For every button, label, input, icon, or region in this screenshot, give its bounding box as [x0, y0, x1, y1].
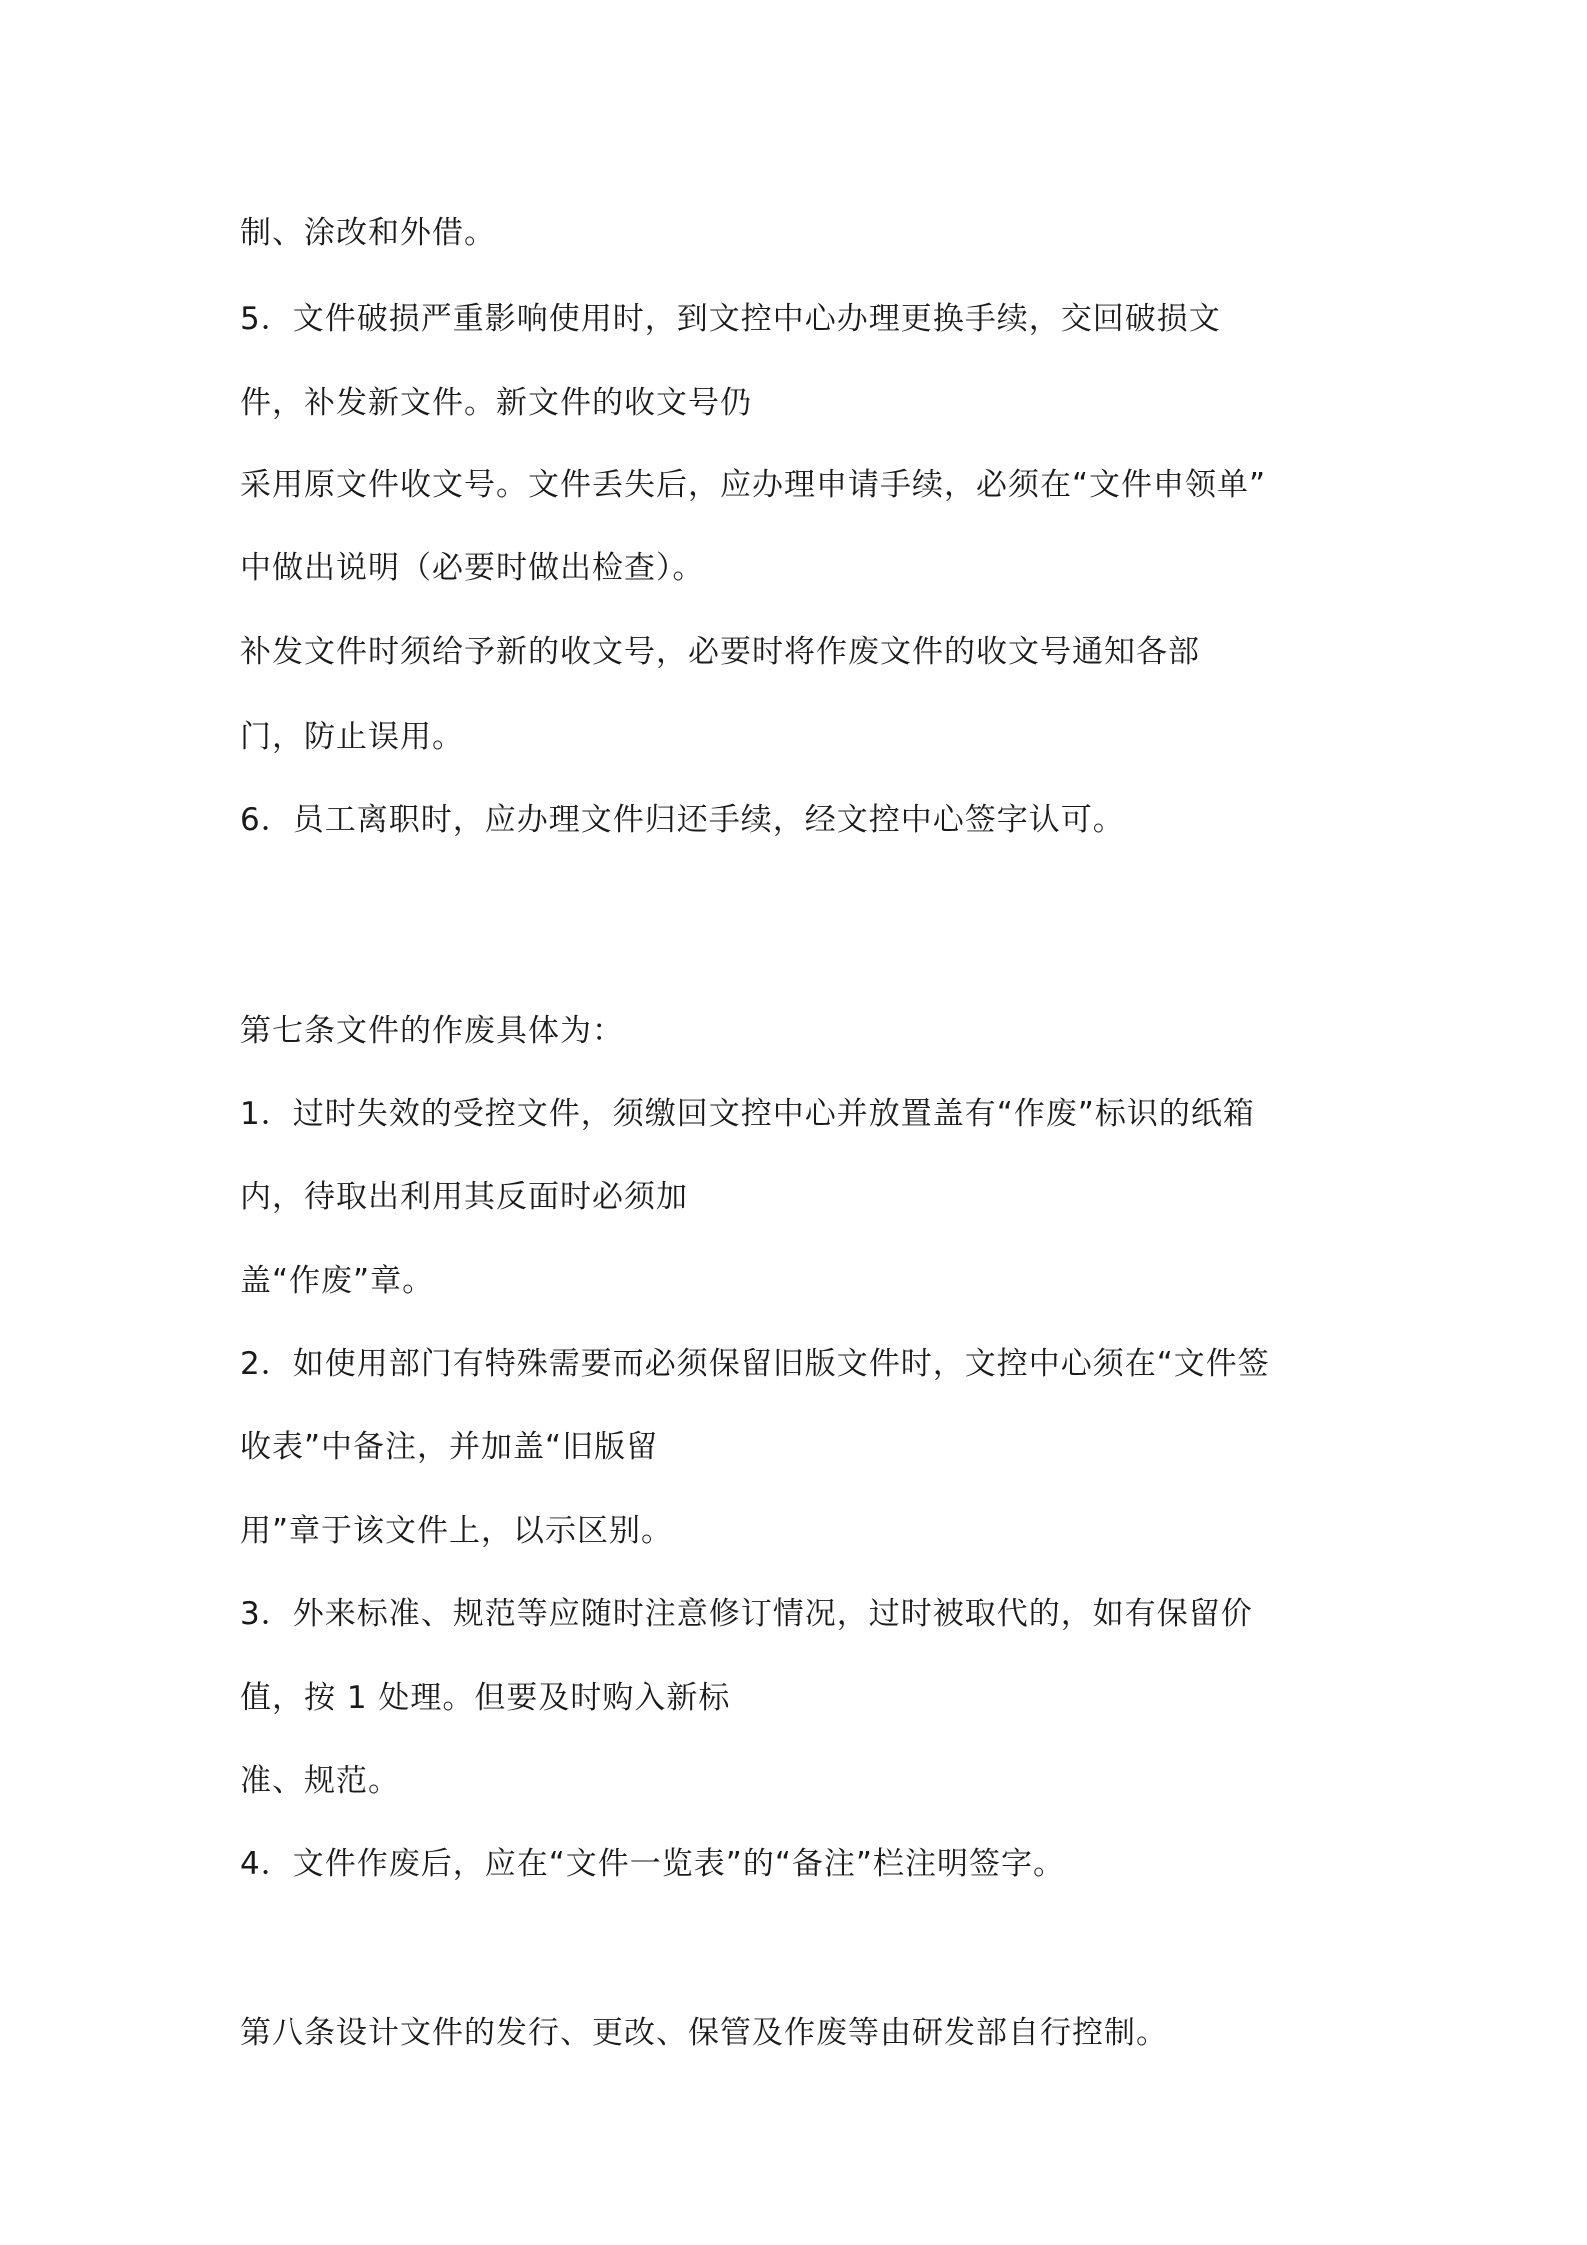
text-line: 门，防止误用。 — [240, 719, 464, 755]
text-line: 内，待取出利用其反面时必须加 — [240, 1179, 688, 1215]
text-line: 件，补发新文件。新文件的收文号仍 — [240, 385, 752, 421]
text-line: 4．文件作废后，应在“文件一览表”的“备注”栏注明签字。 — [240, 1846, 1065, 1882]
text-line: 采用原文件收文号。文件丢失后，应办理申请手续，必须在“文件申领单” — [240, 467, 1267, 503]
text-line: 6．员工离职时，应办理文件归还手续，经文控中心签字认可。 — [240, 802, 1125, 838]
text-line: 2．如使用部门有特殊需要而必须保留旧版文件时，文控中心须在“文件签 — [240, 1346, 1270, 1382]
text-line: 准、规范。 — [240, 1763, 400, 1799]
text-line: 3．外来标准、规范等应随时注意修订情况，过时被取代的，如有保留价 — [240, 1596, 1253, 1632]
section-heading: 第八条设计文件的发行、更改、保管及作废等由研发部自行控制。 — [240, 2015, 1168, 2051]
text-line: 盖“作废”章。 — [240, 1263, 435, 1299]
text-line: 5．文件破损严重影响使用时，到文控中心办理更换手续，交回破损文 — [240, 301, 1221, 337]
section-heading: 第七条文件的作废具体为： — [240, 1013, 624, 1049]
text-line: 制、涂改和外借。 — [240, 215, 496, 251]
text-line: 1．过时失效的受控文件，须缴回文控中心并放置盖有“作废”标识的纸箱 — [240, 1096, 1255, 1132]
text-line: 补发文件时须给予新的收文号，必要时将作废文件的收文号通知各部 — [240, 634, 1200, 670]
text-line: 收表”中备注，并加盖“旧版留 — [240, 1429, 659, 1465]
text-line: 中做出说明（必要时做出检查）。 — [240, 550, 705, 586]
text-line: 值，按 1 处理。但要及时购入新标 — [240, 1680, 731, 1716]
text-line: 用”章于该文件上，以示区别。 — [240, 1513, 674, 1549]
